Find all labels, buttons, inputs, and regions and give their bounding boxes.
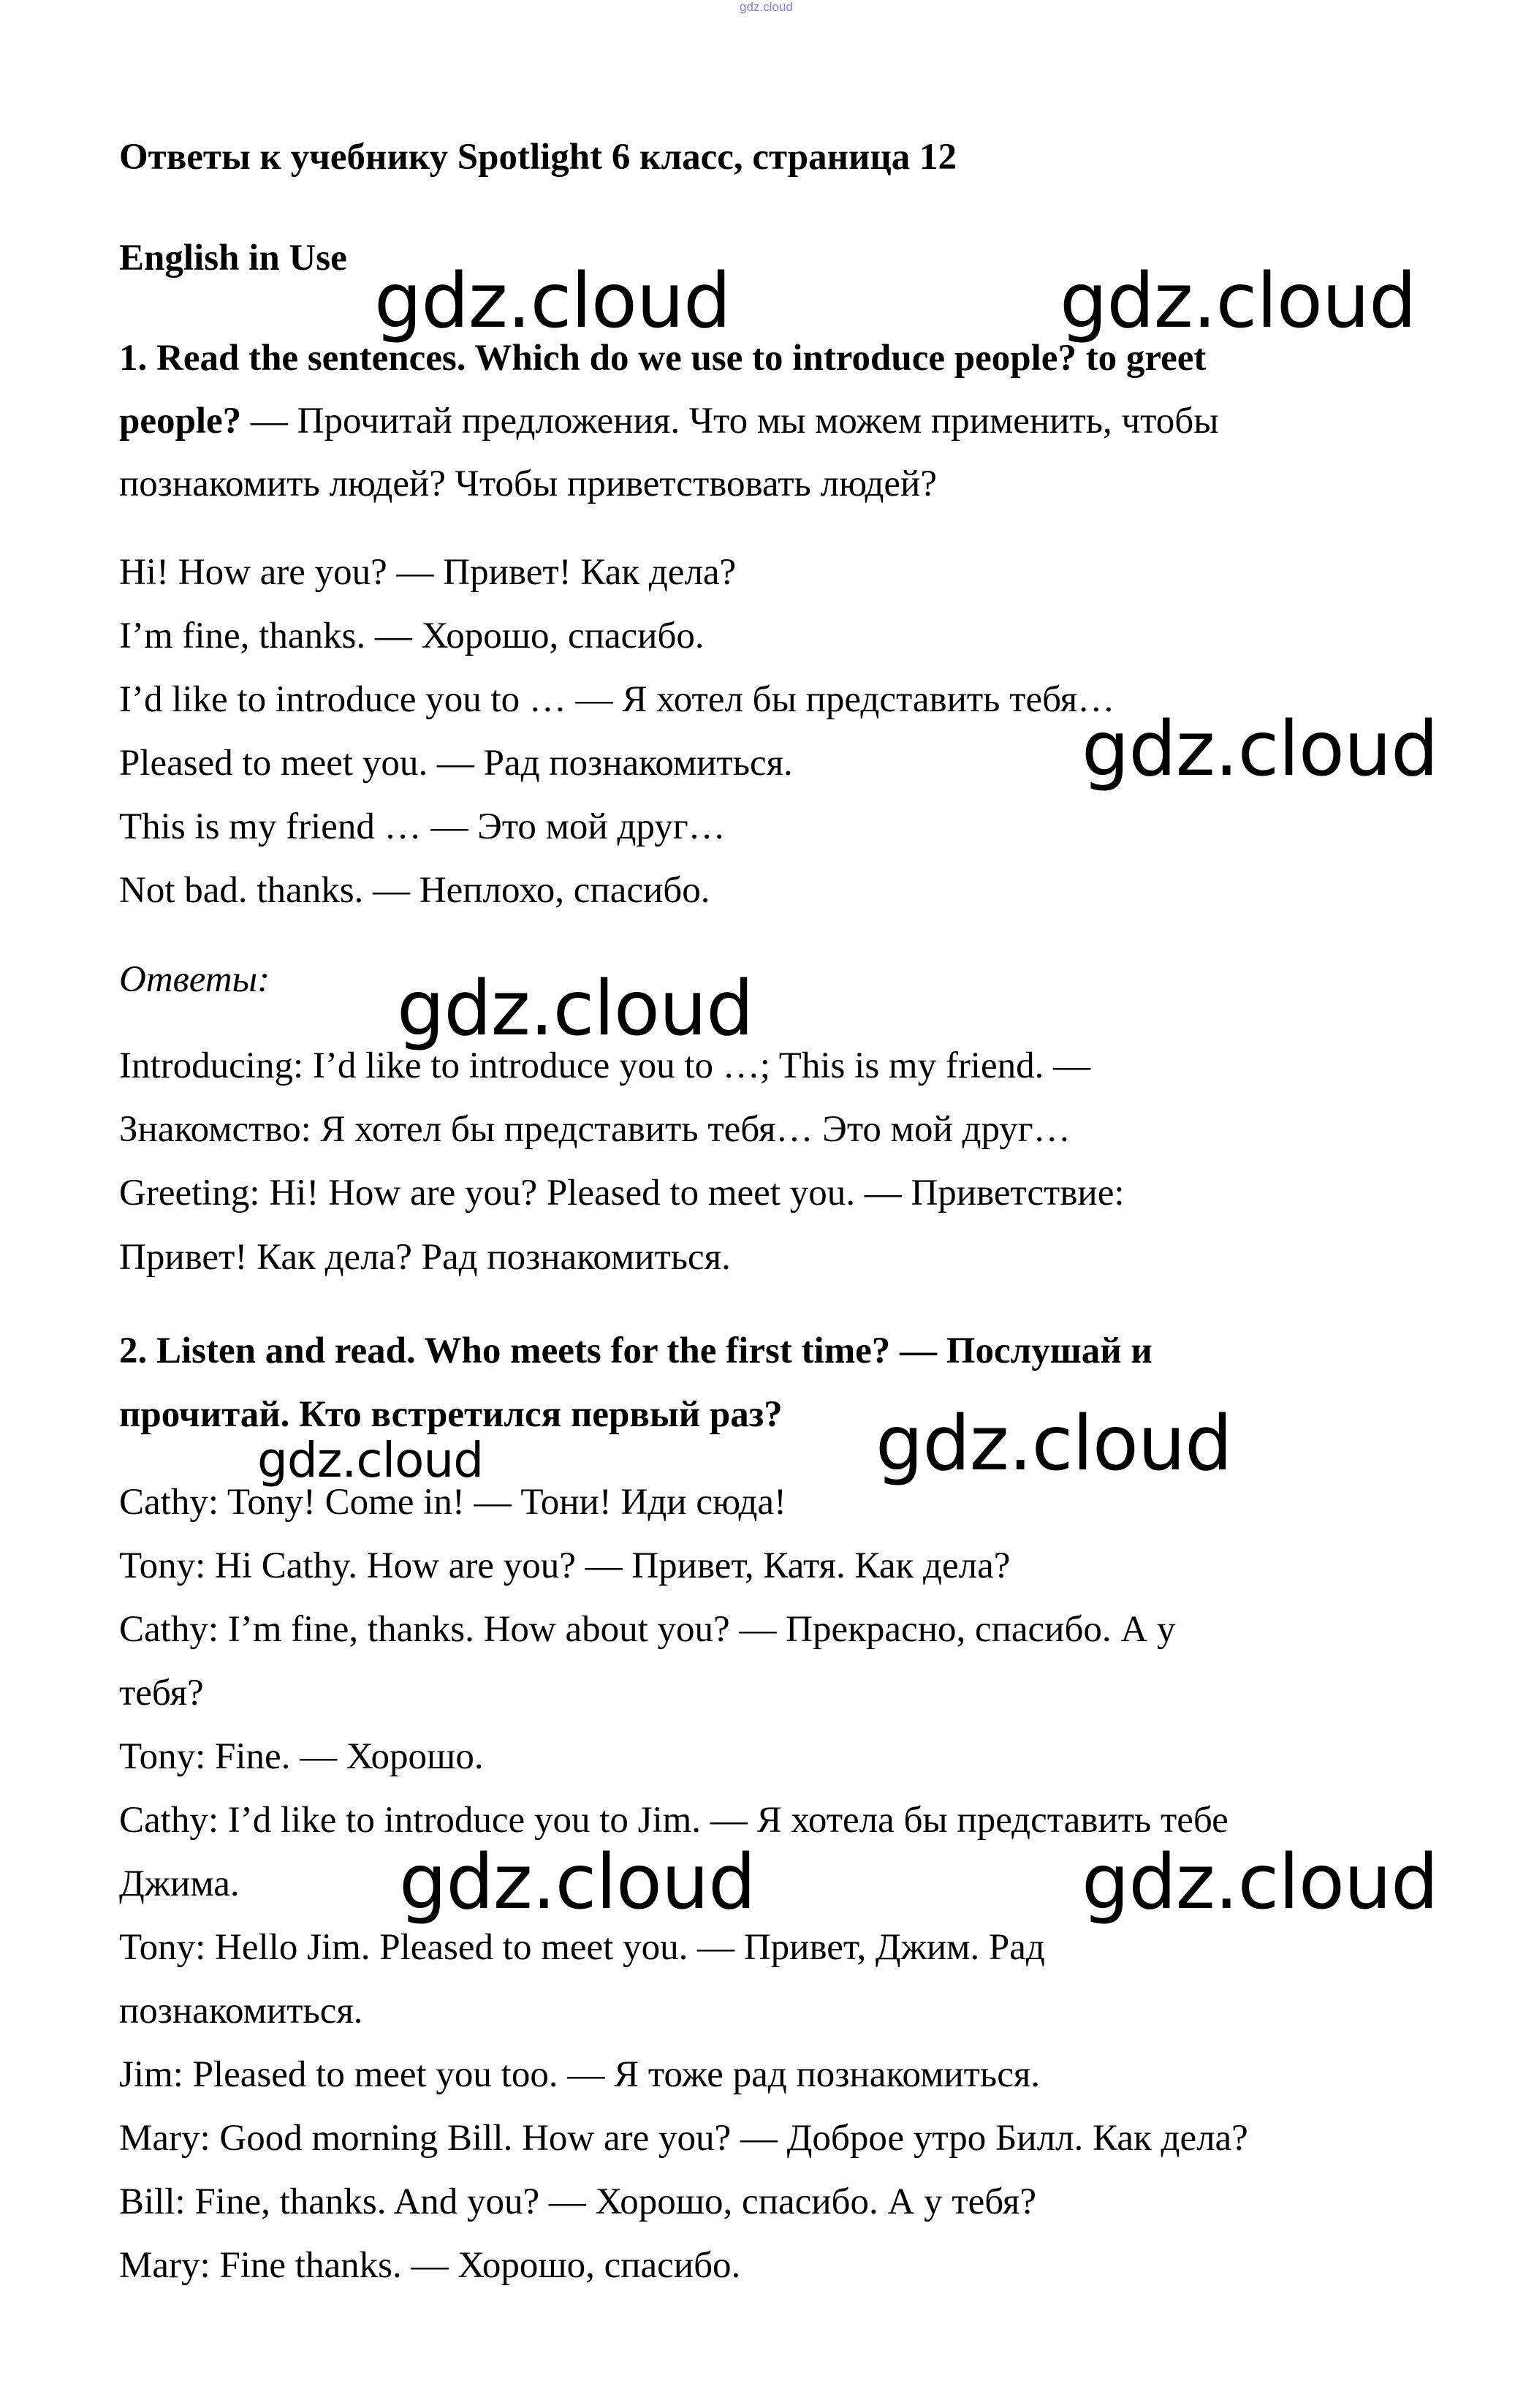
sentence-line: This is my friend … — Это мой друг… <box>119 806 726 847</box>
dialogue-line: Cathy: Tony! Come in! — Тони! Иди сюда! <box>119 1482 787 1523</box>
dialogue-line: познакомиться. <box>119 1991 363 2032</box>
sentence-line: I’d like to introduce you to … — Я хотел бы представить тебя… <box>119 679 1115 720</box>
dialogue-line: Tony: Hi Cathy. How are you? — Привет, Катя. Как дела? <box>119 1545 1011 1586</box>
task1-heading-line-1: 1. Read the sentences. Which do we use to introduce people? to greet <box>119 338 1207 379</box>
task2-heading-line-1: 2. Listen and read. Who meets for the first time? — Послушай и <box>119 1330 1153 1371</box>
dialogue-line: Tony: Hello Jim. Pleased to meet you. — Привет, Джим. Рад <box>119 1927 1045 1968</box>
dialogue-line: Tony: Fine. — Хорошо. <box>119 1736 484 1777</box>
dialogue-line: Mary: Good morning Bill. How are you? — Доброе утро Билл. Как дела? <box>119 2118 1248 2159</box>
answer-line: Привет! Как дела? Рад познакомиться. <box>119 1237 731 1278</box>
watermark: gdz.cloud <box>1060 257 1416 345</box>
watermark: gdz.cloud <box>399 1839 756 1926</box>
dialogue-line: Bill: Fine, thanks. And you? — Хорошо, спасибо. А у тебя? <box>119 2181 1037 2222</box>
dialogue-line: Jim: Pleased to meet you too. — Я тоже рад познакомиться. <box>119 2054 1041 2095</box>
watermark: gdz.cloud <box>1082 705 1438 793</box>
task1-heading-line-2 <box>119 399 1218 443</box>
task2-heading-line-2: прочитай. Кто встретился первый раз? <box>119 1394 783 1435</box>
dialogue-line: Mary: Fine thanks. — Хорошо, спасибо. <box>119 2245 741 2286</box>
sentence-line: Hi! How are you? — Привет! Как дела? <box>119 552 737 593</box>
section-heading: English in Use <box>119 238 347 279</box>
answers-label: Ответы: <box>119 959 270 1000</box>
task1-heading-line-3: познакомить людей? Чтобы приветствовать людей? <box>119 463 937 504</box>
task1-heading-translation: — Прочитай предложения. Что мы можем применить, чтобы <box>241 401 1219 442</box>
watermark: gdz.cloud <box>397 965 753 1053</box>
watermark: gdz.cloud <box>876 1400 1232 1488</box>
sentence-line: Pleased to meet you. — Рад познакомиться. <box>119 743 793 784</box>
page-title: Ответы к учебнику Spotlight 6 класс, страница 12 <box>119 137 957 178</box>
sentence-line: Not bad. thanks. — Неплохо, спасибо. <box>119 870 710 911</box>
answer-line: Introducing: I’d like to introduce you to …; This is my friend. — <box>119 1045 1091 1086</box>
watermark: gdz.cloud <box>1082 1839 1438 1926</box>
sentence-line: I’m fine, thanks. — Хорошо, спасибо. <box>119 616 705 656</box>
watermark: gdz.cloud <box>374 257 731 345</box>
dialogue-line: тебя? <box>119 1673 204 1714</box>
dialogue-line: Cathy: I’d like to introduce you to Jim. — Я хотела бы представить тебе <box>119 1800 1229 1841</box>
top-watermark: gdz.cloud <box>740 0 793 14</box>
dialogue-line: Джима. <box>119 1863 240 1904</box>
answer-line: Greeting: Hi! How are you? Pleased to meet you. — Приветствие: <box>119 1173 1125 1214</box>
watermark: gdz.cloud <box>257 1432 484 1488</box>
dialogue-line: Cathy: I’m fine, thanks. How about you? — Прекрасно, спасибо. А у <box>119 1609 1176 1650</box>
answer-line: Знакомство: Я хотел бы представить тебя… Это мой друг… <box>119 1109 1071 1150</box>
task1-heading-bold: people? <box>119 401 242 442</box>
